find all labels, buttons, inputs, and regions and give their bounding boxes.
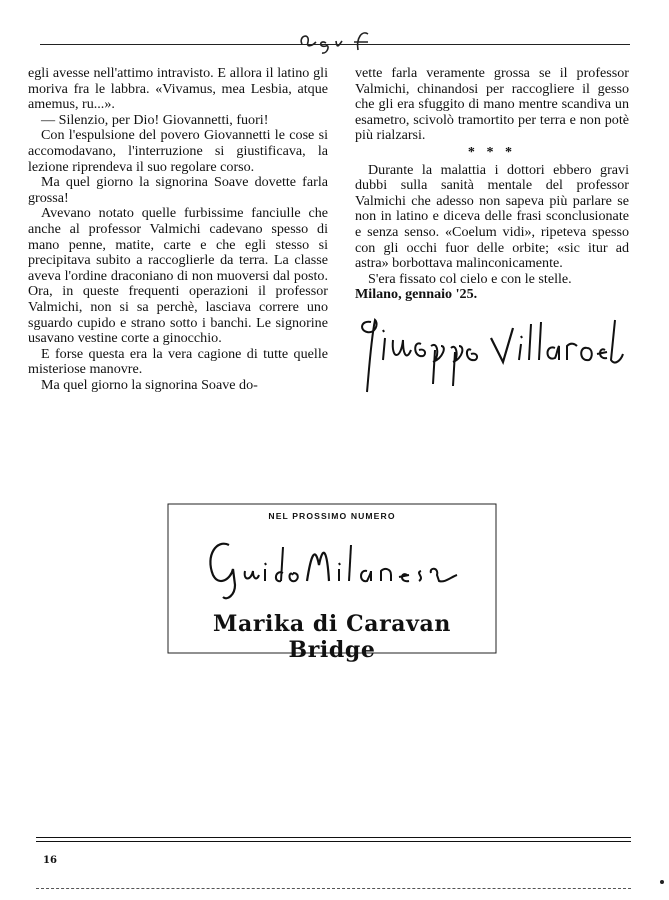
paragraph: Ma quel giorno la signorina Soave do- [41,376,258,393]
paragraph: Durante la malattia i dottori ebbero gravi dubbi sulla sanità mentale del professor Valmichi che adesso non sapeva più parlare se non in latino e diceva delle frasi sconclusionate e senza senso. «Coelum vidi», ripeteva spesso con gli occhi fuor delle orbite; «sic itur ad astra» borbottava malinconicamente. [355,161,629,272]
page-number: 16 [43,855,57,866]
next-issue-announcement [167,503,497,663]
bottom-rule [36,888,631,889]
article-sign-date: Milano, gennaio '25. [355,286,478,303]
paragraph: egli avesse nell'attimo intravisto. E allora il latino gli moriva fra le labbra. «Vivamus, mea Lesbia, atque amemus, ru...». [28,65,328,113]
announcement-author-signature [195,525,465,605]
announcement-title: Marika di Caravan Bridge [213,611,451,663]
paragraph: S'era fissato col cielo e con le stelle. [368,270,572,287]
footer-rule [36,837,631,842]
left-article-column [28,66,328,393]
announcement-heading: NEL PROSSIMO NUMERO [268,511,396,521]
author-signature [353,300,628,400]
paragraph: Avevano notato quelle furbissime fanciulle che anche al professor Valmichi cadevano spesso di mano penne, matite, carte e che egli stesso si precipitava subito a raccoglierle da terra. La classe aveva l'ordine draconiano di non muoversi dal posto. Ora, in queste frequenti operazioni il professor Valmichi, non si sa perchè, lasciava correre uno sguardo cupido e strano sotto i banchi. Le signorine usavano vestine corte a ginocchio. [28,205,328,347]
paragraph: Con l'espulsione del povero Giovannetti le cose si accomodavano, l'interruzione si giustificava, la lezione riprendeva il suo regolare corso. [28,127,328,175]
paragraph: Ma quel giorno la signorina Soave dovette farla grossa! [28,174,328,206]
right-article-column [355,66,629,303]
paragraph: vette farla veramente grossa se il professor Valmichi, chinandosi per raccogliere il gesso che gli era sfuggito di mano mentre scandiva un esametro, scivolò tramortito per terra e non potè più rialzarsi. [355,65,629,144]
paragraph: — Silenzio, per Dio! Giovannetti, fuori! [41,111,269,128]
paragraph: E forse questa era la vera cagione di tutte quelle misteriose manovre. [28,345,328,378]
section-separator: * * * [467,143,517,160]
magazine-logo [296,28,386,56]
corner-mark [660,880,664,884]
